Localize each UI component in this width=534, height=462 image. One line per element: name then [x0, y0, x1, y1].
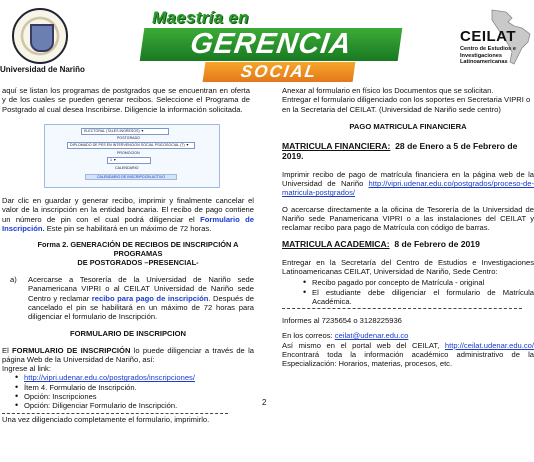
entregar-secretaria: Entregar en la Secretaría del Centro de Estudios e Investigaciones Latinoamericanas CEILAT, Universidad de Nariño, Sede Centro: [282, 257, 534, 277]
forma2-title-line2: DE POSTGRADOS –PRESENCIAL- [77, 258, 199, 268]
matricula-link[interactable]: http://vipri.udenar.edu.co/postgrados/proceso-de-matricula-postgrados/ [282, 179, 534, 198]
matricula-financiera [282, 141, 534, 162]
mini-select-type: ELECTORAL (TALES INGRESOS) ▼ [81, 128, 169, 135]
embedded-form-screenshot [44, 124, 220, 188]
mini-label-postgrado: POSTGRADO [117, 136, 140, 140]
divider [2, 413, 228, 414]
banner-line3: SOCIAL [203, 62, 356, 82]
email-link[interactable]: ceilat@udenar.edu.co [334, 331, 409, 341]
ceilat-subtitle: Centro de Estudios e Investigaciones Latinoamericanas [460, 46, 516, 66]
receipt-link-text[interactable]: recibo para pago de inscripción [91, 293, 209, 303]
mini-select-promo: 1 ▼ [107, 157, 151, 164]
list-item: • Recibo pagado por concepto de Matrícula - original [300, 278, 534, 287]
item-a [2, 275, 254, 321]
list-item: • Opción: Inscripciones [12, 392, 254, 401]
form-steps-list [2, 373, 254, 410]
list-item: • Ítem 4. Formulario de Inscripción. [12, 383, 254, 392]
entregar-text: Entregar el formulario diligenciado con los soportes en Secretaria VIPRI o en la Secretaria del CEILAT. (Universidad de Nariño sede centro) [282, 95, 531, 114]
form-desc-a: El [2, 345, 13, 355]
ma-label: MATRICULA ACADEMICA: [282, 239, 390, 250]
imprimir-text [282, 170, 534, 198]
list-item: • Opción: Diligenciar Formulario de Inscripción. [12, 401, 254, 410]
divider [282, 308, 522, 309]
left-column-lower [2, 196, 254, 425]
page-number: 2 [262, 398, 267, 407]
right-column [282, 86, 534, 368]
click-text-b: Este pin se habilitará en un máximo de 72 horas. [44, 223, 212, 233]
banner-line1: Maestría en [152, 8, 249, 27]
mini-label-promocion: PROMOCION [117, 151, 140, 155]
form-description [2, 346, 254, 365]
informes-text: Informes al 7235654 o 3128225936 [282, 316, 402, 326]
mini-label-calendario: CALENDARIO [115, 166, 139, 170]
ma-date: 8 de Febrero de 2019 [394, 239, 480, 250]
ceilat-logo [456, 8, 534, 80]
university-seal-icon [12, 8, 68, 64]
click-text-a: Dar clic en guardar y generar recibo, imprimir y finalmente cancelar el valor de la inscripción en la entidad bancaria. El recibo de pago contiene un número de pin con el cual podrá diligenciar el [2, 196, 254, 224]
banner-line2: GERENCIA [140, 28, 403, 61]
mini-select-program: DIPLOMADO DE PES EN INTERVENCION SOCIAL PSICOSOCIAL (T) ▼ [67, 142, 195, 149]
list-item: • El estudiante debe diligenciar el formulario de Matrícula Académica. [300, 288, 534, 307]
final-instruction: Una vez diligenciado completamente el formulario, imprimirlo. [2, 415, 210, 425]
item-a-text-b: . Después de cancelado el pin se habilitará en un máximo de 72 horas para diligenciar el formulario de Inscripción. [28, 293, 254, 322]
program-banner [142, 8, 400, 80]
portal-text [282, 341, 534, 369]
left-column [0, 86, 250, 114]
inscriptions-link[interactable]: http://vipri.udenar.edu.co/postgrados/inscripciones/ [24, 373, 195, 383]
form-heading: FORMULARIO DE INSCRIPCION [69, 329, 187, 339]
correos-text [282, 331, 534, 340]
intro-paragraph: aquí se listan los programas de postgrados que se encuentran en oferta y de los cuales se pueden generar recibos. Seleccione el Programa de Postgrado al cual desea Inscribirse. Diligencie la información solicitada. [2, 86, 250, 114]
mf-label: MATRICULA FINANCIERA: [282, 141, 391, 151]
pago-heading: PAGO MATRICULA FINANCIERA [349, 121, 467, 131]
portal-text-a: Así mismo en el portal web del CEILAT, [282, 340, 445, 350]
imprimir-text-a: Imprimir recibo de pago de matrícula financiera en la página web de la Universidad de Nariño [282, 169, 534, 189]
matricula-academica [282, 239, 534, 249]
list-item [12, 373, 254, 382]
item-a-text-a: Acercarse a Tesorería de la Universidad de Nariño sede Panamericana VIPRI o al CEILAT Universidad de Nariño sede Centro y reclamar [28, 275, 254, 303]
forma2-title-line1: Forma 2. GENERACIÓN DE RECIBOS DE INSCRIPCIÓN A PROGRAMAS [37, 240, 239, 259]
portal-text-b: Encontrará toda la información académico administrativo de la Especialización: Horarios, materias, procesos, etc. [282, 349, 534, 369]
mini-calendar-bar: CALENDARIO DE INSCRIPCION ACTIVO [85, 174, 177, 180]
form-link-text[interactable]: Formulario de Inscripción. [2, 214, 254, 233]
university-name: Universidad de Nariño [0, 65, 85, 74]
form-desc-b: lo puede diligenciar a través de la página Web de la Universidad de Nariño, así: [2, 345, 254, 364]
correos-label: En los correos: [282, 331, 335, 341]
item-a-text [28, 275, 254, 321]
forma2-title [2, 240, 254, 267]
ingrese-label: Ingrese al link: [2, 364, 51, 374]
ceilat-title: CEILAT [460, 28, 517, 45]
university-logo [0, 4, 85, 76]
item-a-marker: a) [10, 275, 17, 285]
matricula-requirements-list [282, 278, 534, 306]
acercarse-text: O acercarse directamente a la oficina de Tesorería de la Universidad de Nariño sede Panamericana VIPRI o a las instalaciones del CEILAT y reclamar recibo para pago de Matrícula con código de barras. [282, 204, 534, 233]
ceilat-portal-link[interactable]: http://ceilat.udenar.edu.co/ [444, 340, 534, 350]
form-desc-bold: FORMULARIO DE INSCRIPCIÓN [12, 345, 131, 355]
anexar-text: Anexar al formulario en físico los Documentos que se solicitan. [282, 86, 494, 95]
click-instructions [2, 196, 254, 233]
mf-dates: 28 de Enero a 5 de Febrero de 2019. [282, 141, 518, 162]
